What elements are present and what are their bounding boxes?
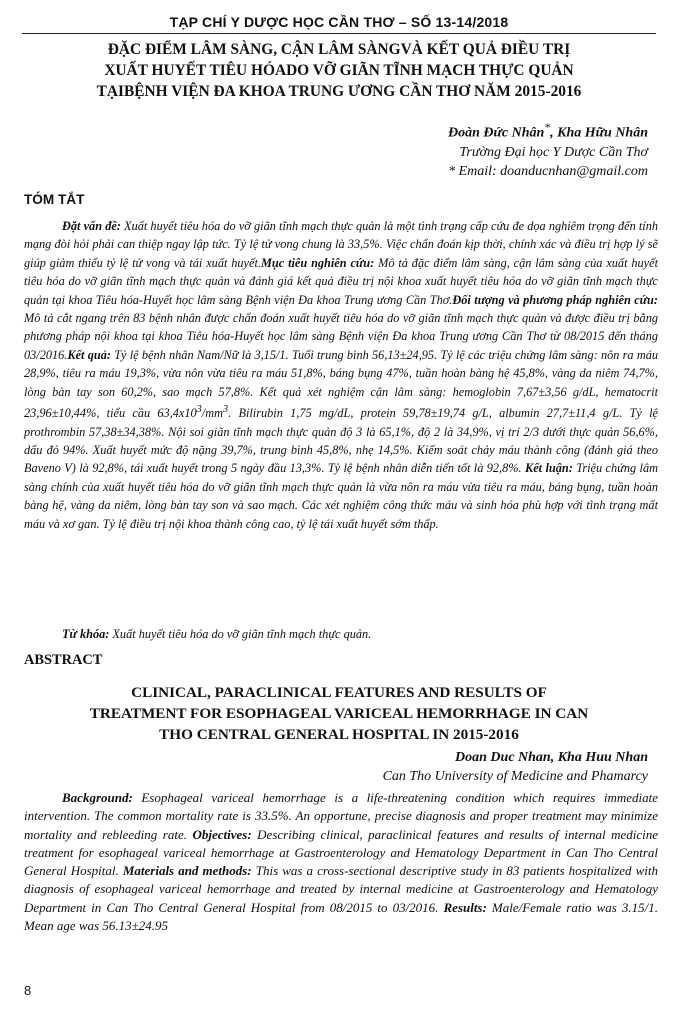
- vi-results-superscript: 3: [196, 404, 202, 416]
- vi-conclusion-text: Triệu chứng lâm sàng chính của xuất huyết tiêu hóa do vỡ giãn tĩnh mạch thực quản là vừa nôn ra máu vừa tiêu ra máu, báng bụng, tuần hoàn bàng hệ, vàng da niêm, lòng bàn tay son và sao mạch. Các xét nghiệm công thức máu và sinh hóa phù hợp với tình trạng mất máu và xơ gan. Tỷ lệ điều trị nội khoa thành công cao, tỷ lệ tái xuất huyết sớm thấp.: [24, 461, 658, 531]
- corresponding-mark: *: [544, 121, 551, 134]
- en-title-line-2: TREATMENT FOR ESOPHAGEAL VARICEAL HEMORRHAGE IN CAN: [89, 705, 589, 722]
- vi-methods-text: Mô tả cắt ngang trên 83 bệnh nhân được chẩn đoán xuất huyết tiêu hóa do vỡ giãn tĩnh mạch thực quản và được điều trị bằng phương pháp nội khoa tại khoa Tiêu hóa-Huyết học lâm sàng Bệnh viện Đa khoa Trung ương Cần Thơ từ 08/2015 đến tháng 03/2016.: [24, 311, 658, 362]
- vi-keywords-text: Xuất huyết tiêu hóa do vỡ giãn tĩnh mạch thực quản.: [109, 627, 372, 641]
- english-title: [16, 682, 662, 745]
- abstract-heading: ABSTRACT: [24, 652, 103, 668]
- en-results-label: Results:: [443, 899, 487, 915]
- en-background-label: Background:: [62, 790, 133, 805]
- vi-keywords-label: Từ khóa:: [62, 627, 110, 641]
- vi-affiliation: Trường Đại học Y Dược Cần Thơ: [459, 144, 648, 160]
- vi-results-superscript-2: 3: [222, 404, 229, 416]
- en-background-text: Esophageal variceal hemorrhage is a life-threatening condition which requires immediate intervention. The common mortality rate is 33.5%. An opportune, precise diagnosis and proper treatment may minimize mortality and rebleeding rate.: [24, 790, 658, 842]
- vi-author-names: [448, 118, 648, 143]
- en-results-text: Male/Female ratio was 3.15/1. Mean age was 56.13±24.95: [24, 899, 658, 934]
- vi-conclusion-label: Kết luận:: [525, 461, 573, 476]
- vi-results-text-b: /mm: [201, 406, 223, 421]
- header-rule: [22, 33, 656, 34]
- journal-header: TẠP CHÍ Y DƯỢC HỌC CẦN THƠ – SỐ 13-14/2018: [169, 14, 509, 30]
- vi-title-line-2: XUẤT HUYẾT TIÊU HÓADO VỠ GIÃN TĨNH MẠCH THỰC QUẢN: [104, 62, 574, 79]
- en-author-block: [383, 748, 648, 786]
- en-methods-text: This was a cross-sectional descriptive study in 83 patients hospitalized with diagnosis of esophageal variceal hemorrhage and treated by internal medicine at Gastroenterology and Hematology Department in Can Tho Central General Hospital from 08/2015 to 03/2016.: [24, 863, 659, 915]
- en-objectives-label: Objectives:: [192, 826, 252, 842]
- vi-results-text-c: . Bilirubin 1,75 mg/dL, protein 59,78±19,74 g/L, albumin 27,7±11,4 g/L. Tỷ lệ prothrombin 57,38±34,38%. Nội soi giãn tĩnh mạch thực quản độ 3 là 65,1%, độ 2 là 34,9%, vị trí 2/3 dưới thực quản 56,6%, dấu đỏ 94%. Xuất huyết mức độ nặng 39,7%, trung bình 45,8%, nhẹ 14,5%. Kiểm soát chảy máu thành công (đánh giá theo Baveno V) là 92,8%, tái xuất huyết trong 5 ngày đầu 13,3%. Tỷ lệ bệnh nhân diễn tiến tốt là 92,8%.: [24, 406, 658, 476]
- page-number: 8: [24, 983, 32, 998]
- vi-first-author: Đoàn Đức Nhân: [448, 125, 545, 141]
- en-title-line-3: THO CENTRAL GENERAL HOSPITAL IN 2015-2016: [159, 726, 519, 743]
- en-objectives-text: Describing clinical, paraclinical features and results of internal medicine treatment for esophageal variceal hemorrhage at Gastroenterology and Hematology Department in Can Tho Central General Hospital.: [24, 826, 659, 879]
- tomtat-heading: TÓM TẮT: [24, 192, 85, 207]
- vi-methods-label: Đối tượng và phương pháp nghiên cứu:: [452, 292, 658, 307]
- vi-abstract-body: [24, 217, 658, 533]
- vi-background-label: Đặt vấn đề:: [62, 219, 121, 233]
- en-abstract-paragraph: [24, 789, 658, 935]
- vi-background-text: Xuất huyết tiêu hóa do vỡ giãn tĩnh mạch thực quản là một tình trạng cấp cứu đe dọa nghiêm trọng đến tính mạng đòi hỏi phải can thiệp ngay lập tức. Tỷ lệ tử vong chung là 33,5%. Việc chẩn đoán kịp thời, chính xác và điều trị hợp lý sẽ giúp giảm thiểu tỷ lệ tử vong và tái xuất huyết.: [24, 219, 658, 270]
- vi-keywords: [24, 627, 658, 642]
- vi-title-line-3: TẠIBỆNH VIỆN ĐA KHOA TRUNG ƯƠNG CẦN THƠ NĂM 2015-2016: [96, 83, 582, 100]
- vi-abstract-paragraph: [24, 217, 658, 533]
- en-methods-label: Materials and methods:: [122, 863, 252, 879]
- vietnamese-title: [20, 39, 658, 102]
- vi-objectives-label: Mục tiêu nghiên cứu:: [260, 255, 375, 270]
- vi-author-block: [448, 118, 648, 181]
- vi-title-line-1: ĐẶC ĐIỂM LÂM SÀNG, CẬN LÂM SÀNGVÀ KẾT QUẢ ĐIỀU TRỊ: [107, 41, 571, 58]
- vi-co-author: , Kha Hữu Nhân: [550, 125, 648, 141]
- en-abstract-body: [24, 789, 658, 935]
- vi-results-label: Kết quả:: [67, 347, 111, 362]
- en-affiliation: Can Tho University of Medicine and Phamarcy: [382, 769, 648, 784]
- vi-email: * Email: doanducnhan@gmail.com: [448, 163, 648, 179]
- vi-objectives-text: Mô tả đặc điểm lâm sàng, cận lâm sàng của xuất huyết tiêu hóa do vỡ giãn tĩnh mạch thực quản và đánh giá kết quả điều trị nội khoa xuất huyết tiêu hóa do vỡ giãn tĩnh mạch thực quản tại khoa Tiêu hóa-Huyết học lâm sàng Bệnh viện Đa khoa Trung ương Cần Thơ.: [24, 255, 658, 307]
- en-title-line-1: CLINICAL, PARACLINICAL FEATURES AND RESULTS OF: [131, 684, 547, 701]
- en-author-names: Doan Duc Nhan, Kha Huu Nhan: [455, 750, 648, 765]
- vi-results-text-a: Tỷ lệ bệnh nhân Nam/Nữ là 3,15/1. Tuổi trung bình 56,13±24,95. Tỷ lệ các triệu chứng lâm sàng: nôn ra máu 28,9%, tiêu ra máu 19,3%, vừa nôn vừa tiêu ra máu 51,8%, báng bụng 47%, tuần hoàn bàng hệ 45,8%, vàng da niêm 74,7%, lòng bàn tay son 60,2%, sao mạch 57,8%. Kết quả xét nghiệm cận lâm sàng: hemoglobin 7,67±3,56 g/dL, hematocrit 23,96±10,44%, tiểu cầu 63,4x10: [24, 347, 658, 421]
